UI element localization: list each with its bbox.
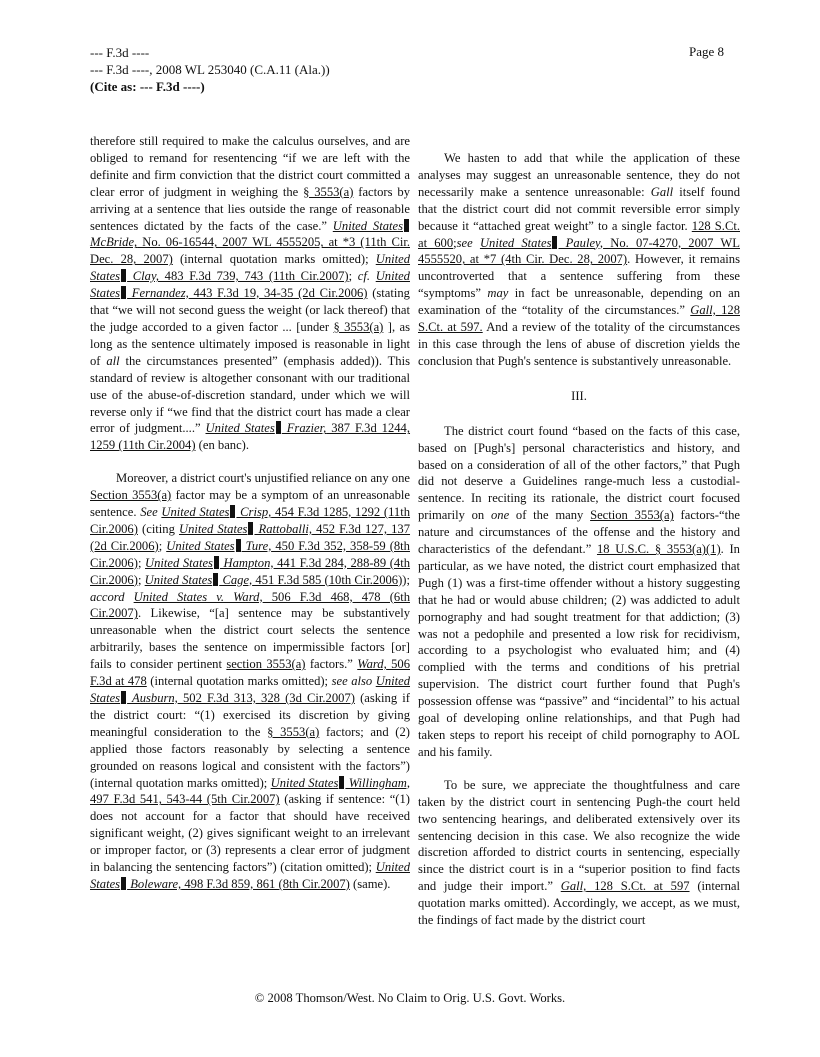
citation-link[interactable]: United States bbox=[90, 674, 411, 705]
citation-link[interactable]: 483 F.3d 739, 743 (11th Cir.2007) bbox=[159, 269, 349, 284]
redaction-mark bbox=[121, 269, 126, 282]
redaction-mark bbox=[213, 573, 218, 586]
citation-link[interactable]: section 3553(a) bbox=[226, 657, 306, 672]
citation-link[interactable]: United States bbox=[166, 538, 235, 553]
redaction-mark bbox=[339, 776, 344, 789]
citation-link[interactable]: Willingham, bbox=[345, 775, 410, 790]
citation-link[interactable]: 506 F.3d 468, 478 (6th Cir.2007) bbox=[90, 589, 410, 621]
citation-link[interactable]: 502 F.3d 313, 328 (3d Cir.2007) bbox=[177, 691, 355, 705]
right-column bbox=[418, 150, 740, 929]
citation-link[interactable]: United States bbox=[90, 269, 410, 301]
paragraph: The district court found “based on the facts of this case, based on [Pugh's] personal characteristics and history, and based on a consideration of all of the other factors,” that Pugh did not deserve a Guidelines range-much less a custodial-sentence. In reciting its rationale, the district court focused primarily on one of the many Section 3553(a) factors-“the nature and circumstances of the offense and the history and characteristics of the defendant.” 18 U.S.C. § 3553(a)(1). In particular, as we have noted, the district court emphasized that Pugh (1) was a first-time offender without a history suggesting that he had or would abuse children; (2) was addicted to adult pornography and had sought treatment for that addiction; (3) was not a pedophile and presented a low risk for recidivism, according to a psychologist who evaluated him; and (4) complied with the terms and conditions of his pretrial supervision. The district court further found that Pugh's possession offense was “passive” and “incidental” to his actual goal of developing online relationships, and that Pugh had taken steps to report his receipt of child pornography to AOL and his family. bbox=[418, 423, 740, 759]
citation-link[interactable]: United States v. Ward, bbox=[133, 589, 263, 604]
citation-link[interactable]: 451 F.3d 585 (10th Cir.2006) bbox=[252, 572, 403, 587]
header-line-1: --- F.3d ---- bbox=[90, 45, 150, 60]
citation-link[interactable]: 128 S.Ct. at 600 bbox=[418, 218, 740, 250]
citation-link[interactable]: 506 F.3d at 478 bbox=[90, 657, 410, 689]
citation-link[interactable]: Boleware, bbox=[127, 876, 182, 891]
citation-link[interactable]: 18 U.S.C. § 3553(a)(1) bbox=[596, 542, 721, 557]
citation-link[interactable]: McBride, bbox=[90, 235, 138, 250]
citation-link[interactable]: 452 F.3d 127, 137 (2d Cir.2006) bbox=[90, 521, 411, 553]
paragraph: therefore still required to make the calculus ourselves, and are obliged to remand for resentencing “if we are left with the definite and firm conviction that the district court committed a clear error of judgment in weighing the § 3553(a) factors by arriving at a sentence that lies outside the range of reasonable sentences dictated by the facts of the case.” United States McBride, No. 06-16544, 2007 WL 4555205, at *3 (11th Cir. Dec. 28, 2007) (internal quotation marks omitted); United States Clay, 483 F.3d 739, 743 (11th Cir.2007); cf. United States Fernandez, 443 F.3d 19, 34-35 (2d Cir.2006) (stating that “we will not second guess the weight (or lack thereof) that the judge accorded to a given factor ... [under § 3553(a) ], as long as the sentence ultimately imposed is reasonable in light of all the circumstances presented” (emphasis added)). This standard of review is altogether consonant with our traditional use of the abuse-of-discretion standard, under which we will reverse only if “we find that the district court has made a clear error of judgment....” United States Frazier, 387 F.3d 1244, 1259 (11th Cir.2004) (en banc). bbox=[90, 134, 411, 453]
header-cite-as: (Cite as: --- F.3d ----) bbox=[90, 79, 205, 94]
paragraph: To be sure, we appreciate the thoughtfulness and care taken by the district court in sentencing Pugh-the court held two sentencing hearings, and deliberated extensively over its sentencing decision in this case. We also recognize the wide discretion afforded to district courts in sentencing, especially since the district court is in a “superior position to find facts and judge their import.” Gall, 128 S.Ct. at 597 (internal quotation marks omitted). Accordingly, we accept, as we must, the findings of fact made by the district court bbox=[418, 777, 740, 928]
citation-link[interactable]: Section 3553(a) bbox=[590, 508, 674, 523]
redaction-mark bbox=[248, 522, 253, 535]
citation-link[interactable]: United States bbox=[479, 235, 552, 250]
citation-link[interactable]: Frazier, bbox=[281, 421, 327, 436]
citation-link[interactable]: Ward, bbox=[357, 657, 387, 672]
citation-link[interactable]: Ture, bbox=[241, 538, 272, 553]
citation-link[interactable]: 498 F.3d 859, 861 (8th Cir.2007) bbox=[181, 876, 350, 891]
citation-link[interactable]: § 3553(a) bbox=[303, 184, 354, 199]
citation-link[interactable]: 454 F.3d 1285, 1292 (11th Cir.2006) bbox=[90, 505, 411, 536]
redaction-mark bbox=[121, 286, 126, 299]
citation-link[interactable]: United States bbox=[90, 860, 410, 891]
citation-link[interactable]: § 3553(a) bbox=[333, 319, 384, 334]
citation-link[interactable]: Section 3553(a) bbox=[90, 488, 172, 503]
citation-link[interactable]: United States bbox=[161, 505, 230, 520]
header-line-2: --- F.3d ----, 2008 WL 253040 (C.A.11 (Ala.)) bbox=[90, 62, 330, 77]
citation-link[interactable]: Ausburn, bbox=[127, 691, 178, 705]
redaction-mark bbox=[404, 219, 409, 232]
paragraph: We hasten to add that while the application of these analyses may suggest an unreasonable sentence, they do not necessarily make a sentence unreasonable: Gall itself found that the district court did not commit reversible error simply because it “attached great weight” to a single factor. 128 S.Ct. at 600;see United States Pauley, No. 07-4270, 2007 WL 4555520, at *7 (4th Cir. Dec. 28, 2007). However, it remains uncontroverted that a sentence suffering from these “symptoms” may in fact be unreasonable, depending on an examination of the “totality of the circumstances.” Gall, 128 S.Ct. at 597. And a review of the totality of the circumstances in this case through the lens of abuse of discretion yields the conclusion that Pugh's sentence is substantively unreasonable. bbox=[418, 151, 741, 368]
redaction-mark bbox=[230, 505, 235, 518]
citation-link[interactable]: United States bbox=[90, 252, 411, 284]
citation-link[interactable]: 387 F.3d 1244, 1259 (11th Cir.2004) bbox=[90, 421, 411, 453]
citation-link[interactable]: Fernandez, bbox=[127, 286, 189, 301]
redaction-mark bbox=[276, 421, 281, 434]
citation-link[interactable]: Crisp, bbox=[236, 505, 272, 520]
section-heading: III. bbox=[571, 388, 587, 403]
citation-link[interactable]: Gall, bbox=[560, 879, 587, 894]
redaction-mark bbox=[214, 556, 219, 569]
citation-link[interactable]: Rattoballi, bbox=[254, 521, 313, 536]
redaction-mark bbox=[236, 539, 241, 552]
citation-link[interactable]: United States bbox=[144, 572, 213, 587]
redaction-mark bbox=[121, 691, 126, 704]
citation-link[interactable]: No. 06-16544, 2007 WL 4555205, at *3 (11th Cir. Dec. 28, 2007) bbox=[90, 235, 410, 267]
citation-link[interactable]: United States bbox=[205, 421, 275, 436]
citation-link[interactable]: Gall, bbox=[690, 303, 716, 318]
page-number: Page 8 bbox=[688, 44, 724, 59]
citation-link[interactable]: United States bbox=[332, 218, 403, 233]
citation-link[interactable]: 128 S.Ct. at 597 bbox=[586, 879, 690, 894]
citation-link[interactable]: United States bbox=[270, 775, 339, 790]
citation-link[interactable]: Hampton, bbox=[219, 555, 274, 570]
redaction-mark bbox=[552, 236, 557, 249]
citation-link[interactable]: No. 07-4270, 2007 WL 4555520, at *7 (4th Cir. Dec. 28, 2007) bbox=[418, 235, 740, 267]
paragraph: Moreover, a district court's unjustified reliance on any one Section 3553(a) factor may be a symptom of an unreasonable sentence. See United States Crisp, 454 F.3d 1285, 1292 (11th Cir.2006) (citing United States Rattoballi, 452 F.3d 127, 137 (2d Cir.2006); United States Ture, 450 F.3d 352, 358-59 (8th Cir.2006); United States Hampton, 441 F.3d 284, 288-89 (4th Cir.2006); United States Cage, 451 F.3d 585 (10th Cir.2006)); accord United States v. Ward, 506 F.3d 468, 478 (6th Cir.2007). Likewise, “[a] sentence may be substantively unreasonable when the district court selects the sentence arbitrarily, bases the sentence on impermissible factors [or] fails to consider pertinent section 3553(a) factors.” Ward, 506 F.3d at 478 (internal quotation marks omitted); see also United States Ausburn, 502 F.3d 313, 328 (3d Cir.2007) (asking if the district court: “(1) exercised its discretion by giving meaningful consideration to the § 3553(a) factors; and (2) applied those factors reasonably by selecting a sentence grounded on reasons logical and consistent with the factors”) (internal quotation marks omitted); United States Willingham, 497 F.3d 541, 543-44 (5th Cir.2007) (asking if sentence: “(1) does not account for a factor that should have received significant weight, (2) gives significant weight to an irrelevant or improper factor, or (3) represents a clear error of judgment in balancing the sentencing factors”) (citation omitted); United States Boleware, 498 F.3d 859, 861 (8th Cir.2007) (same). bbox=[90, 471, 411, 891]
citation-link[interactable]: Cage, bbox=[219, 572, 253, 587]
citation-link[interactable]: Pauley, bbox=[558, 235, 604, 250]
citation-link[interactable]: 128 S.Ct. at 597. bbox=[418, 303, 740, 335]
citation-link[interactable]: 443 F.3d 19, 34-35 (2d Cir.2006) bbox=[188, 286, 368, 301]
citation-link[interactable]: 450 F.3d 352, 358-59 (8th Cir.2006) bbox=[90, 538, 410, 570]
citation-link[interactable]: Clay, bbox=[127, 269, 159, 284]
copyright-footer: © 2008 Thomson/West. No Claim to Orig. U.S. Govt. Works. bbox=[254, 991, 566, 1005]
redaction-mark bbox=[121, 877, 126, 890]
citation-link[interactable]: 497 F.3d 541, 543-44 (5th Cir.2007) bbox=[90, 792, 280, 807]
citation-header bbox=[90, 44, 330, 95]
citation-link[interactable]: United States bbox=[179, 521, 248, 536]
citation-link[interactable]: United States bbox=[145, 555, 213, 570]
citation-link[interactable]: 441 F.3d 284, 288-89 (4th Cir.2006) bbox=[90, 555, 411, 587]
left-column bbox=[90, 133, 410, 893]
citation-link[interactable]: § 3553(a) bbox=[267, 724, 320, 739]
